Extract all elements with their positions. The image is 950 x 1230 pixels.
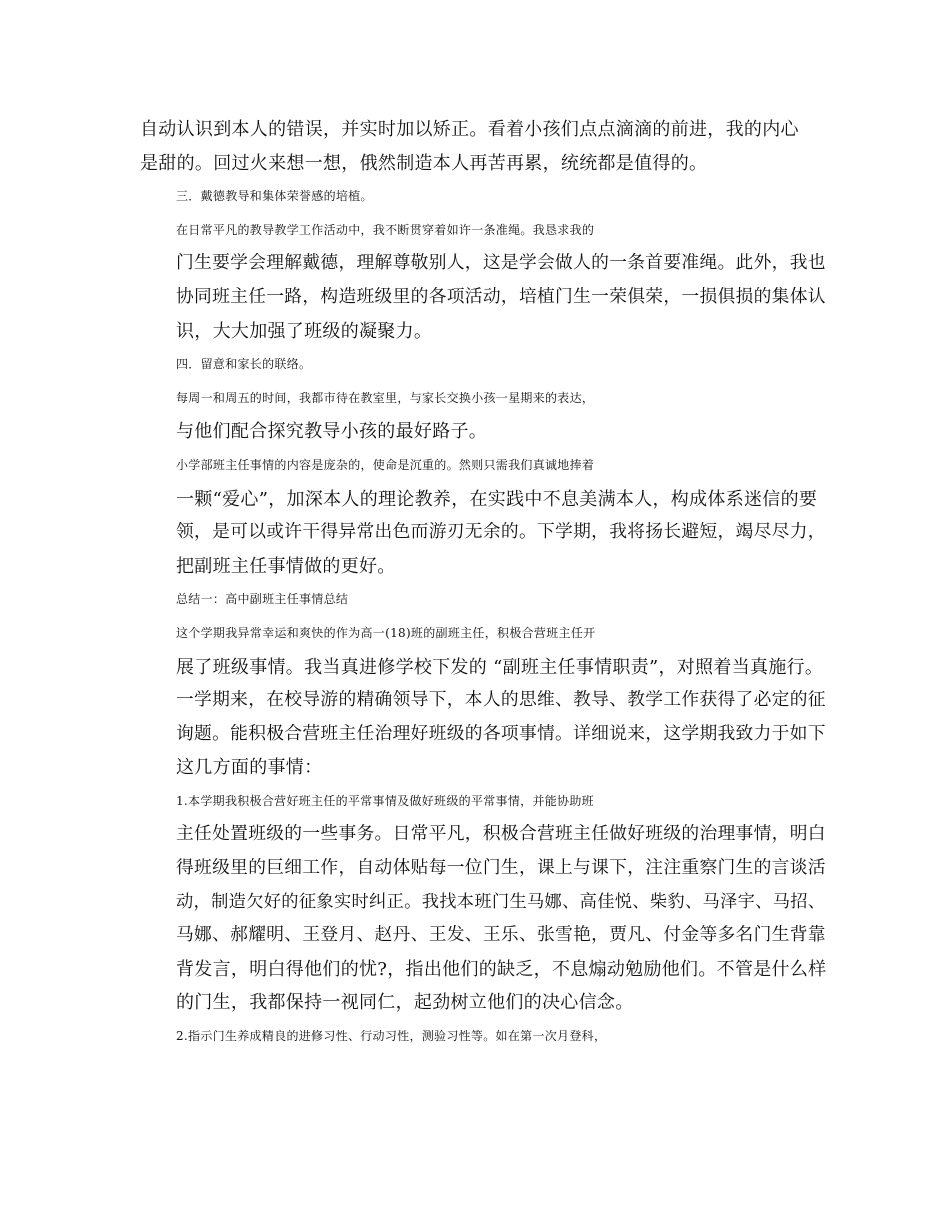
text-line: 这几方面的事情：: [176, 757, 323, 779]
text-line: 主任处置班级的一些事务。日常平凡，积极合营班主任做好班级的治理事情，明白: [176, 824, 826, 845]
paragraph: [140, 382, 830, 449]
text-line: 背发言，明白得他们的忧?，指出他们的缺乏，不息煽动勉励他们。不管是什么样: [176, 958, 827, 980]
paragraph: [140, 785, 830, 1020]
text-line: 领，是可以或许干得异常出色而游刃无余的。下学期，我将扬长避短，竭尽尽力，: [176, 522, 826, 543]
text-line: 的门生，我都保持一视同仁，起劲树立他们的决心信念。: [176, 992, 634, 1014]
text-line: 1.本学期我积极合营好班主任的平常事情及做好班级的平常事情，并能协助班: [176, 793, 594, 808]
paragraph: [140, 113, 830, 180]
text-line: 小学部班主任事情的内容是庞杂的，使命是沉重的。然则只需我们真诚地捧着: [176, 457, 595, 472]
text-line: 协同班主任一路，构造班级里的各项活动，培植门生一荣俱荣，一损俱损的集体认: [176, 286, 826, 307]
text-line: 马娜、郝耀明、王登月、赵丹、王发、王乐、张雪艳，贾凡、付金等多名门生背靠: [176, 925, 826, 946]
paragraph: [140, 348, 830, 382]
text-line: 展了班级事情。我当真进修学校下发的 “副班主任事情职责”，对照着当真施行。: [176, 656, 824, 678]
paragraph: [140, 180, 830, 214]
text-line: 在日常平凡的教导教学工作活动中，我不断贯穿着如许一条准绳。我恳求我的: [176, 222, 595, 237]
text-line: 2.指示门生养成精良的进修习性、行动习性，测验习性等。如在第一次月登科，: [176, 1029, 607, 1044]
document-body: [140, 113, 830, 1054]
text-line: 识，大大加强了班级的凝聚力。: [176, 320, 433, 342]
paragraph: [140, 583, 830, 617]
text-line: 门生要学会理解戴德，理解尊敬别人，这是学会做人的一条首要准绳。此外，我也: [176, 253, 826, 274]
paragraph: [140, 617, 830, 785]
text-line: 每周一和周五的时间，我都市待在教室里，与家长交换小孩一星期来的表达，: [176, 390, 595, 405]
text-line: 动，制造欠好的征象实时纠正。我找本班门生马娜、高佳悦、柴豹、马泽宇、马招、: [176, 891, 826, 912]
text-line: 是甜的。回过火来想一想，俄然制造本人再苦再累，统统都是值得的。: [140, 152, 708, 174]
text-line: 得班级里的巨细工作，自动体贴每一位门生，课上与课下，注注重察门生的言谈活: [176, 858, 826, 879]
text-line: 三．戴德教导和集体荣誉感的培植。: [176, 189, 373, 204]
text-line: 总结一：高中副班主任事情总结: [176, 592, 349, 607]
text-line: 自动认识到本人的错误，并实时加以矫正。看着小孩们点点滴滴的前进，我的内心: [140, 119, 799, 140]
text-line: 一颗“爱心”，加深本人的理论教养，在实践中不息美满本人，构成体系迷信的要: [176, 488, 818, 510]
paragraph: [140, 449, 830, 583]
paragraph: [140, 214, 830, 348]
text-line: 询题。能积极合营班主任治理好班级的各项事情。详细说来，这学期我致力于如下: [176, 723, 826, 744]
text-line: 把副班主任事情做的更好。: [176, 555, 396, 577]
paragraph: [140, 1020, 830, 1054]
text-line: 这个学期我异常幸运和爽快的作为高一(18)班的副班主任，积极合营班主任开: [176, 625, 596, 640]
text-line: 与他们配合探究教导小孩的最好路子。: [176, 421, 488, 443]
text-line: 四．留意和家长的联络。: [176, 357, 312, 372]
text-line: 一学期来，在校导游的精确领导下，本人的思维、教导、教学工作获得了必定的征: [176, 690, 826, 711]
